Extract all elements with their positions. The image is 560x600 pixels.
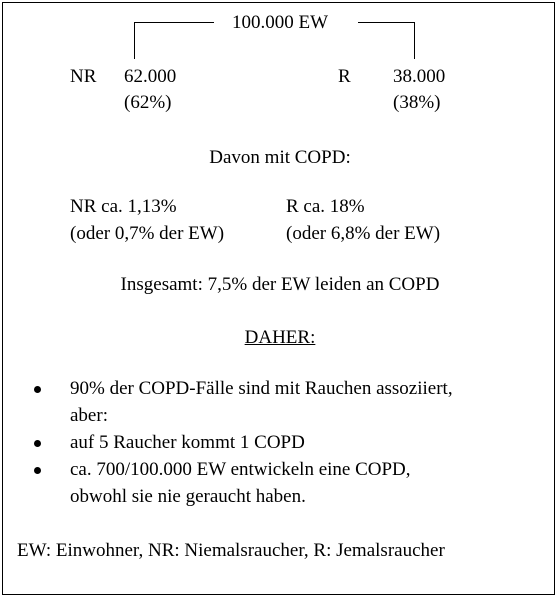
r-count: 38.000 <box>393 66 446 87</box>
nr-copd-population: (oder 0,7% der EW) <box>70 223 225 244</box>
bullet-icon <box>34 440 41 447</box>
bullet-3-line-2: obwohl sie nie geraucht haben. <box>70 486 306 507</box>
bullet-icon <box>34 386 41 393</box>
total-population: 100.000 EW <box>231 12 329 33</box>
bullet-1-line-1: 90% der COPD-Fälle sind mit Rauchen assoziiert, <box>70 378 453 399</box>
bullet-icon <box>34 467 41 474</box>
nr-copd-rate: NR ca. 1,13% <box>70 196 177 217</box>
r-share: (38%) <box>393 92 441 113</box>
r-copd-rate: R ca. 18% <box>286 196 365 217</box>
nr-label: NR <box>70 66 97 87</box>
legend: EW: Einwohner, NR: Niemalsraucher, R: Jemalsraucher <box>17 540 445 561</box>
r-label: R <box>338 66 351 87</box>
total-copd: Insgesamt: 7,5% der EW leiden an COPD <box>120 274 440 295</box>
nr-share: (62%) <box>124 92 172 113</box>
nr-count: 62.000 <box>124 66 177 87</box>
copd-heading: Davon mit COPD: <box>209 147 351 168</box>
bullet-1-line-2: aber: <box>70 405 108 426</box>
bullet-3-line-1: ca. 700/100.000 EW entwickeln eine COPD, <box>70 459 411 480</box>
daher-heading: DAHER: <box>244 327 316 348</box>
r-copd-population: (oder 6,8% der EW) <box>286 223 441 244</box>
bullet-2-line-1: auf 5 Raucher kommt 1 COPD <box>70 432 305 453</box>
